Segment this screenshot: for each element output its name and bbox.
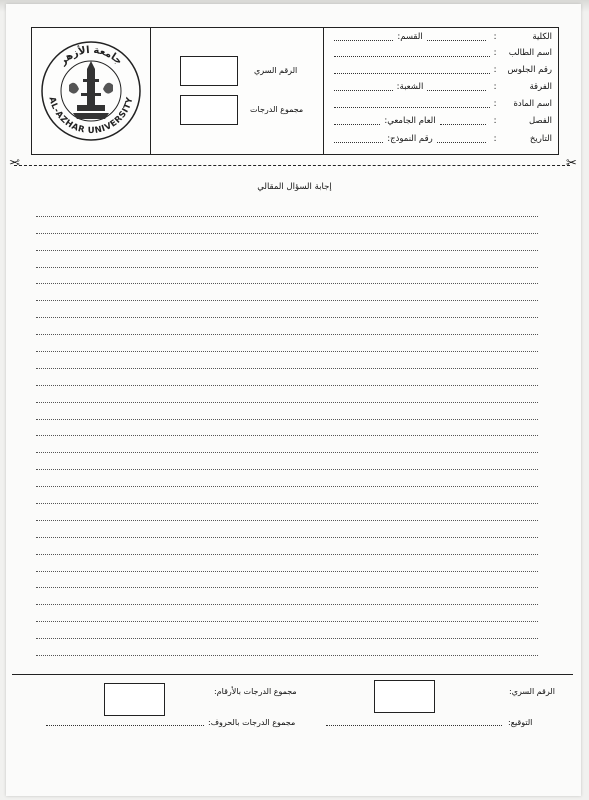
secret-number-label: الرقم السري	[254, 66, 298, 75]
footer-divider	[12, 674, 573, 675]
scissors-right-icon: ✂	[566, 156, 577, 171]
footer-secret-number-box[interactable]	[374, 680, 435, 713]
total-grades-box[interactable]	[180, 95, 238, 125]
secret-grades-cell	[151, 28, 324, 154]
answer-line[interactable]	[36, 470, 538, 487]
subject-name-field[interactable]	[334, 100, 490, 108]
level-label: الفرقة	[529, 82, 552, 92]
answer-line[interactable]	[36, 639, 538, 656]
date-field[interactable]	[437, 135, 486, 143]
department-label: القسم	[400, 32, 423, 42]
cut-line	[14, 165, 570, 166]
answer-line[interactable]	[36, 284, 538, 301]
answer-line[interactable]	[36, 420, 538, 437]
semester-label: الفصل	[528, 116, 552, 126]
seat-number-row: رقم الجلوس :	[330, 63, 552, 77]
signature-field[interactable]	[326, 724, 502, 726]
academic-year-label: العام الجامعي	[387, 116, 436, 126]
total-grades-letters-field[interactable]	[46, 724, 204, 726]
total-grades-numbers-box[interactable]	[104, 683, 165, 716]
student-info-cell	[324, 28, 558, 154]
subject-name-label: اسم المادة	[513, 99, 552, 109]
answer-line[interactable]	[36, 352, 538, 369]
total-grades-label: مجموع الدرجات	[250, 105, 304, 114]
model-number-label: رقم النموذج	[390, 134, 433, 144]
answer-line[interactable]	[36, 301, 538, 318]
model-number-field[interactable]	[334, 135, 383, 143]
answer-line[interactable]	[36, 487, 538, 504]
answer-line[interactable]	[36, 605, 538, 622]
total-grades-numbers-label: مجموع الدرجات بالأرقام:	[214, 687, 297, 696]
al-azhar-logo-icon	[39, 39, 143, 143]
level-field[interactable]	[427, 83, 486, 91]
answer-line[interactable]	[36, 369, 538, 386]
college-row: الكلية : القسم :	[330, 30, 552, 44]
logo-arabic-text: جامعة الأزهر	[57, 44, 125, 68]
answer-line[interactable]	[36, 504, 538, 521]
answer-line[interactable]	[36, 200, 538, 217]
semester-field[interactable]	[440, 117, 486, 125]
answer-lines[interactable]	[36, 200, 538, 656]
seat-number-label: رقم الجلوس	[507, 65, 552, 75]
answer-line[interactable]	[36, 217, 538, 234]
subject-name-row: اسم المادة :	[330, 97, 552, 111]
department-field[interactable]	[334, 33, 393, 41]
seat-number-field[interactable]	[334, 66, 490, 74]
exam-header	[31, 27, 559, 155]
answer-line[interactable]	[36, 436, 538, 453]
division-label: الشعبة	[399, 82, 424, 92]
answer-line[interactable]	[36, 251, 538, 268]
academic-year-field[interactable]	[334, 117, 380, 125]
student-name-label: اسم الطالب	[508, 48, 552, 58]
footer-secret-number-label: الرقم السري:	[509, 687, 555, 696]
answer-line[interactable]	[36, 335, 538, 352]
answer-line[interactable]	[36, 588, 538, 605]
answer-line[interactable]	[36, 453, 538, 470]
scissors-left-icon: ✂	[9, 156, 20, 171]
college-field[interactable]	[427, 33, 486, 41]
semester-row: الفصل : العام الجامعي :	[330, 114, 552, 128]
answer-line[interactable]	[36, 386, 538, 403]
answer-line[interactable]	[36, 234, 538, 251]
answer-line[interactable]	[36, 622, 538, 639]
signature-label: التوقيع:	[508, 718, 533, 727]
date-label: التاريخ	[529, 134, 552, 144]
date-row: التاريخ : رقم النموذج :	[330, 132, 552, 146]
question-title: إجابة السؤال المقالي	[257, 182, 332, 192]
secret-number-box[interactable]	[180, 56, 238, 86]
answer-line[interactable]	[36, 572, 538, 589]
division-field[interactable]	[334, 83, 393, 91]
logo-english-text: AL-AZHAR UNIVERSITY	[46, 95, 136, 137]
college-label: الكلية	[532, 32, 552, 42]
level-row: الفرقة : الشعبة :	[330, 80, 552, 94]
answer-line[interactable]	[36, 555, 538, 572]
answer-line[interactable]	[36, 268, 538, 285]
answer-line[interactable]	[36, 538, 538, 555]
answer-line[interactable]	[36, 318, 538, 335]
answer-line[interactable]	[36, 521, 538, 538]
answer-line[interactable]	[36, 403, 538, 420]
logo-cell	[32, 28, 151, 154]
student-name-row: اسم الطالب :	[330, 46, 552, 60]
student-name-field[interactable]	[334, 49, 490, 57]
total-grades-letters-label: مجموع الدرجات بالحروف:	[208, 718, 296, 727]
